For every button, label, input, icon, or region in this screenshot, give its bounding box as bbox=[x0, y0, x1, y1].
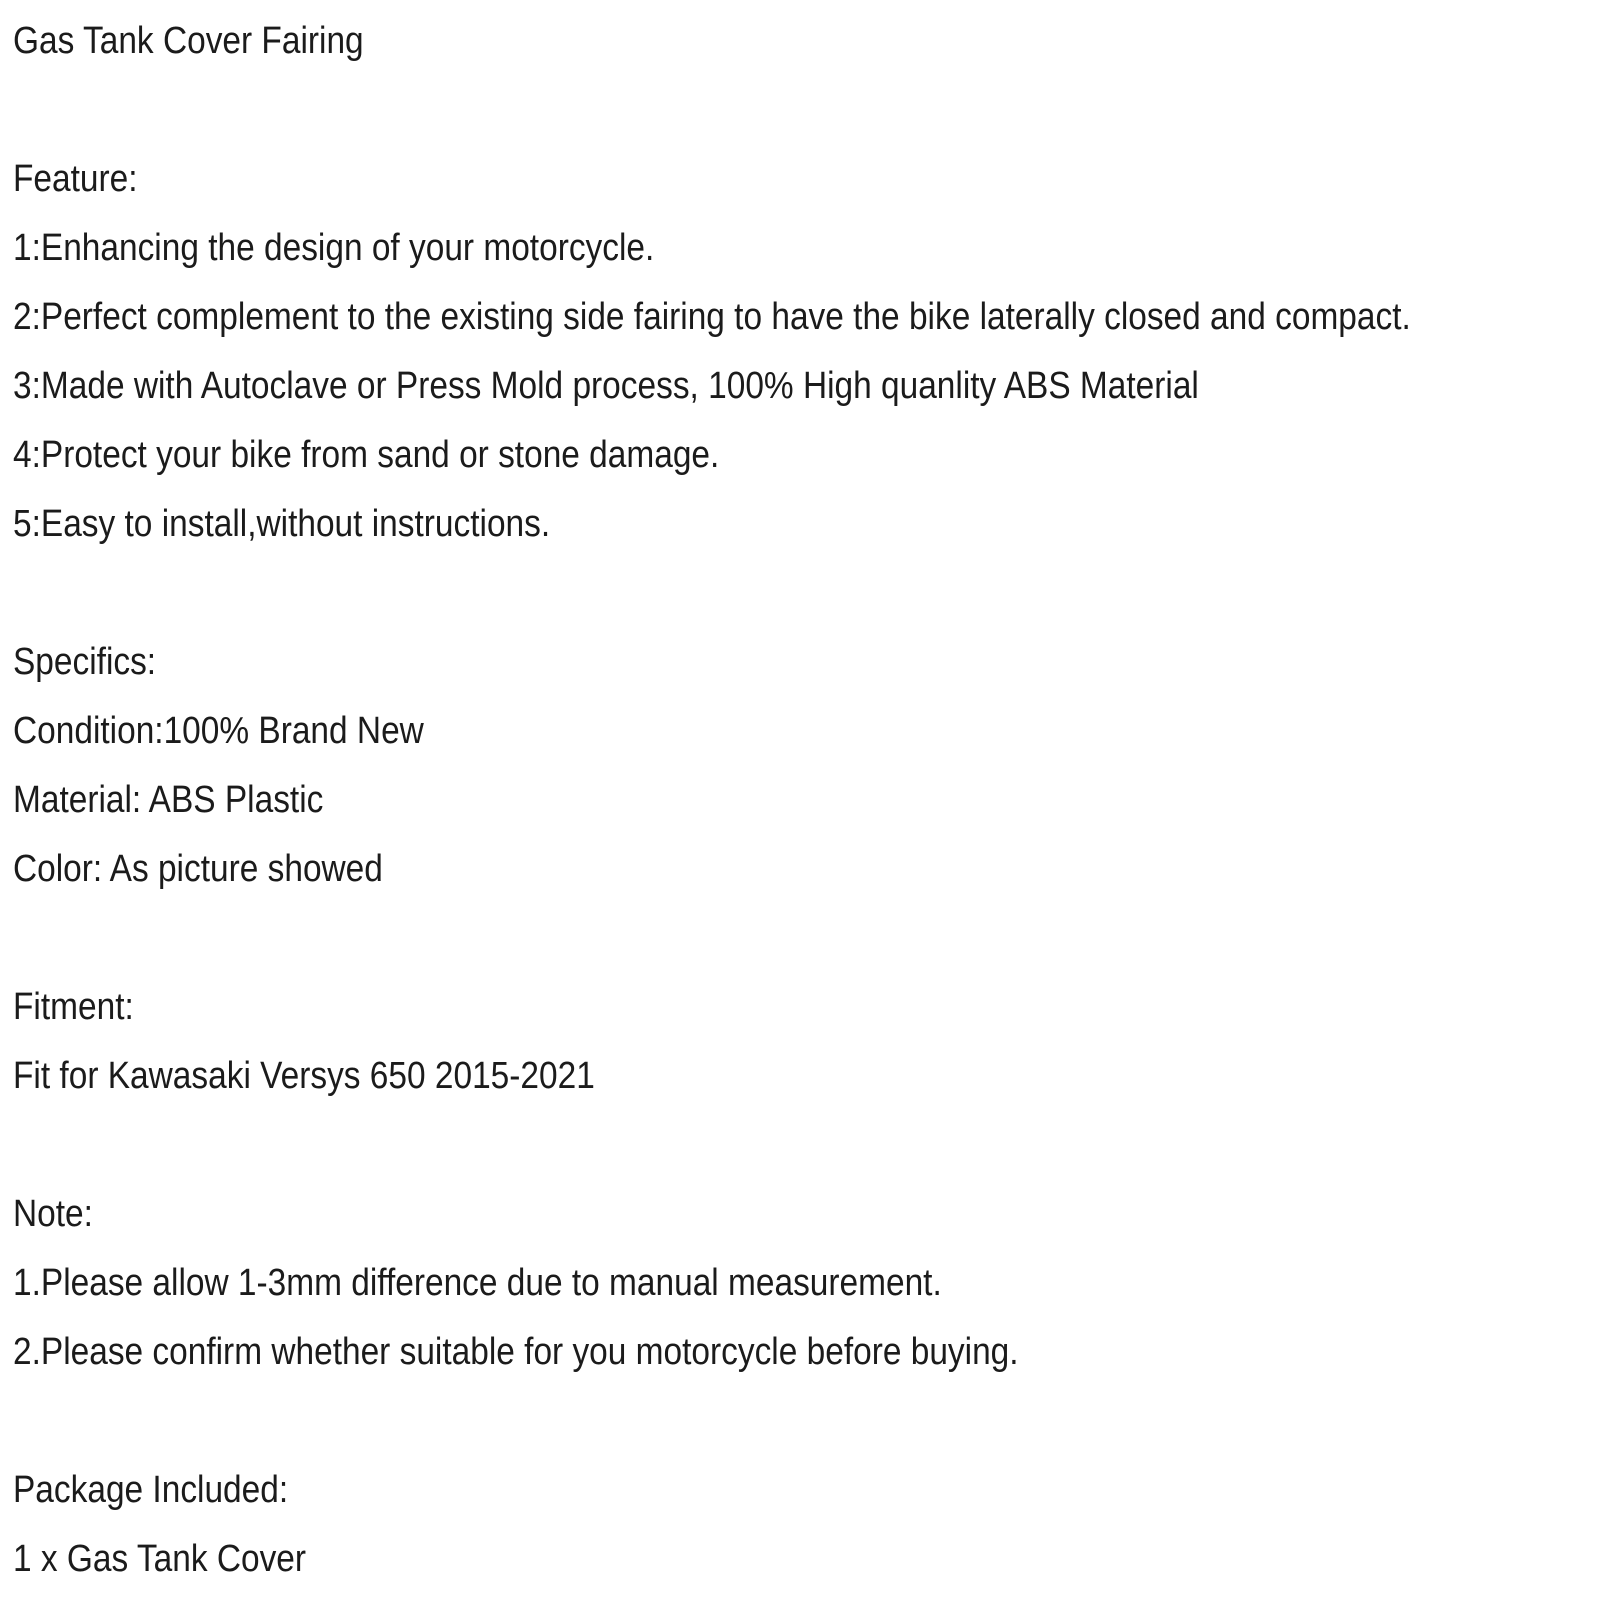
feature-item-3: 3:Made with Autoclave or Press Mold process, 100% High quanlity ABS Material bbox=[13, 365, 1199, 407]
blank-line bbox=[13, 559, 1411, 628]
feature-item-2: 2:Perfect complement to the existing side fairing to have the bike laterally closed and compact. bbox=[13, 296, 1411, 338]
package-item: 1 x Gas Tank Cover bbox=[13, 1538, 307, 1580]
note-item-2: 2.Please confirm whether suitable for you motorcycle before buying. bbox=[13, 1331, 1019, 1373]
note-heading: Note: bbox=[13, 1193, 93, 1235]
feature-heading: Feature: bbox=[13, 158, 138, 200]
specifics-material: Material: ABS Plastic bbox=[13, 779, 324, 821]
specifics-condition: Condition:100% Brand New bbox=[13, 710, 424, 752]
specifics-color: Color: As picture showed bbox=[13, 848, 383, 890]
blank-line bbox=[13, 1387, 1411, 1456]
text-block bbox=[13, 7, 1411, 1594]
specifics-heading: Specifics: bbox=[13, 641, 157, 683]
fitment-item: Fit for Kawasaki Versys 650 2015-2021 bbox=[13, 1055, 595, 1097]
page-title: Gas Tank Cover Fairing bbox=[13, 20, 364, 62]
feature-item-4: 4:Protect your bike from sand or stone damage. bbox=[13, 434, 720, 476]
blank-line bbox=[13, 904, 1411, 973]
blank-line bbox=[13, 1111, 1411, 1180]
package-heading: Package Included: bbox=[13, 1469, 289, 1511]
feature-item-1: 1:Enhancing the design of your motorcycle. bbox=[13, 227, 655, 269]
feature-item-5: 5:Easy to install,without instructions. bbox=[13, 503, 551, 545]
fitment-heading: Fitment: bbox=[13, 986, 134, 1028]
blank-line bbox=[13, 76, 1411, 145]
note-item-1: 1.Please allow 1-3mm difference due to manual measurement. bbox=[13, 1262, 942, 1304]
